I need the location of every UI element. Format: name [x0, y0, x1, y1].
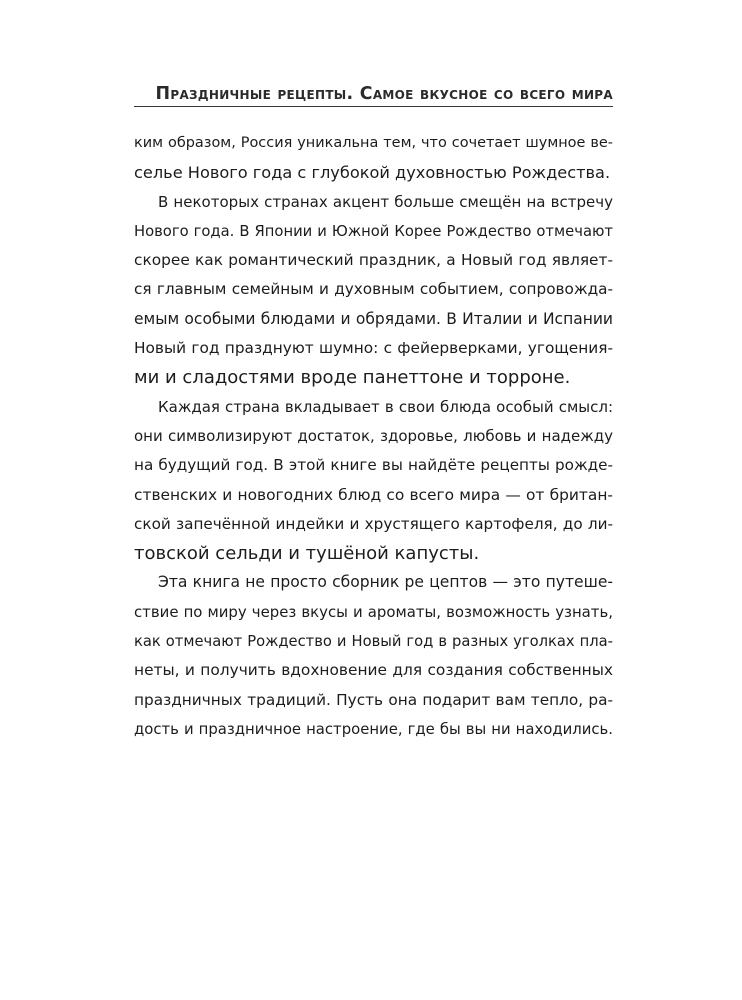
text-line: ской запечённой индейки и хрустящего картофеля, до ли- [134, 514, 613, 533]
text-line: В некоторых странах акцент больше смещён на встречу [158, 192, 613, 211]
text-line: Эта книга не просто сборник ре цептов — это путеше- [158, 573, 613, 592]
text-line: Каждая страна вкладывает в свои блюда особый смысл: [158, 397, 613, 416]
text-line: емым особыми блюдами и обрядами. В Италии и Испании [134, 309, 613, 328]
text-line: дость и праздничное настроение, где бы вы ни находились. [134, 719, 613, 738]
text-line: ствие по миру через вкусы и ароматы, возможность узнать, [134, 602, 613, 621]
text-line: праздничных традиций. Пусть она подарит вам тепло, ра- [134, 690, 613, 709]
text-line: ственских и новогодних блюд со всего мира — от британ- [134, 485, 613, 504]
paragraph-3 [134, 393, 613, 569]
paragraph-1 [134, 129, 613, 188]
running-head: Праздничные рецепты. Самое вкусное со всего мира [155, 84, 613, 104]
text-line: они символизируют достаток, здоровье, любовь и надежду [134, 426, 613, 445]
text-line: Новый год празднуют шумно: с фейерверками, угощения- [134, 339, 613, 358]
text-line: ся главным семейным и духовным событием, сопровожда- [134, 280, 613, 299]
text-line: товской сельди и тушёной капусты. [134, 543, 480, 565]
paragraph-4 [134, 568, 613, 744]
text-line: Нового года. В Японии и Южной Корее Рождество отмечают [134, 222, 613, 240]
text-line: как отмечают Рождество и Новый год в разных уголках пла- [134, 633, 613, 651]
text-line: селье Нового года с глубокой духовностью Рождества. [134, 163, 611, 183]
text-line: ким образом, Россия уникальна тем, что сочетает шумное ве- [134, 135, 613, 151]
paragraph-2 [134, 188, 613, 393]
text-block [134, 129, 613, 744]
text-line: ми и сладостями вроде панеттоне и торроне. [134, 367, 571, 389]
text-line: на будущий год. В этой книге вы найдёте рецепты рожде- [134, 456, 613, 475]
text-line: скорее как романтический праздник, а Новый год являет- [134, 251, 613, 270]
text-line: неты, и получить вдохновение для создания собственных [134, 661, 613, 680]
header-rule [134, 106, 613, 107]
